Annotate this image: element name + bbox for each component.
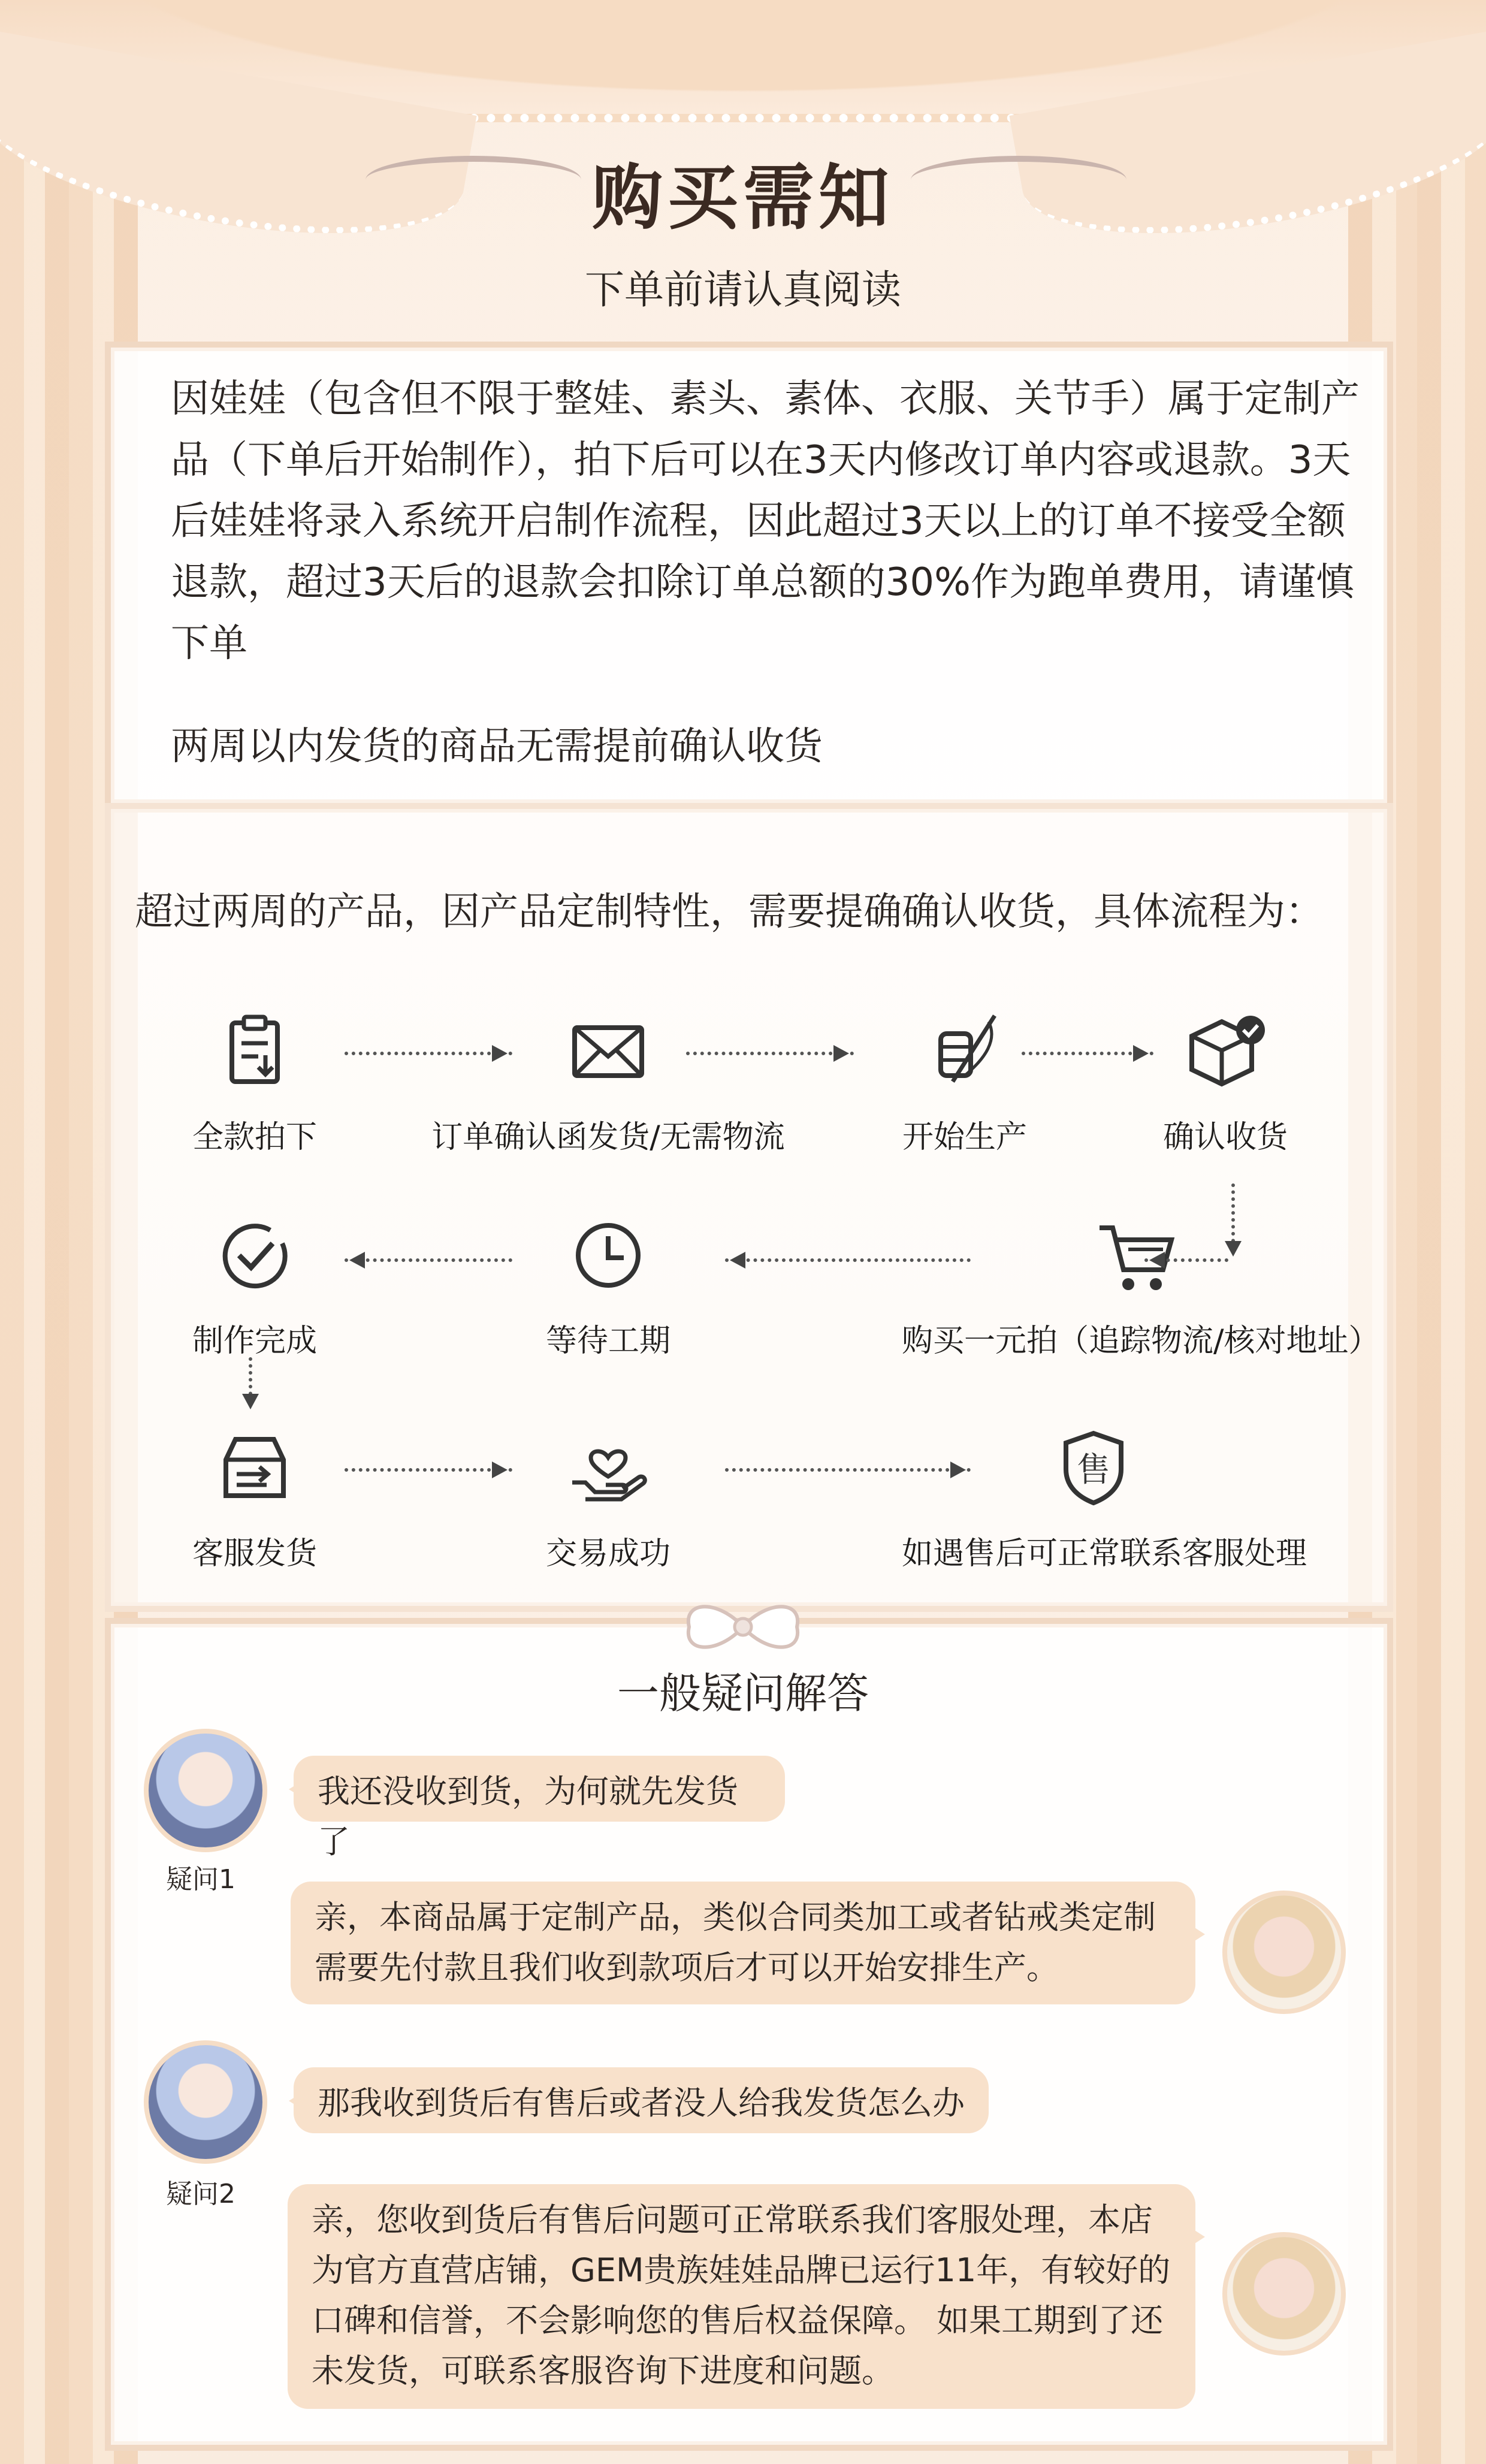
shield-sale-icon xyxy=(1052,1426,1135,1510)
step-order-confirm xyxy=(428,1010,788,1156)
asker-label: 疑问1 xyxy=(166,1864,235,1895)
step-confirm-receipt xyxy=(1046,1010,1405,1156)
question-bubble: 那我收到货后有售后或者没人给我发货怎么办 xyxy=(294,2067,989,2133)
question-bubble: 我还没收到货，为何就先发货了 xyxy=(294,1756,785,1822)
answerer-avatar xyxy=(1222,2232,1346,2356)
answerer-avatar xyxy=(1222,1891,1346,2014)
asker-label: 疑问2 xyxy=(166,2179,235,2209)
bow-decoration xyxy=(647,1594,839,1660)
cart-icon xyxy=(1094,1213,1177,1297)
clipboard-icon xyxy=(213,1010,297,1094)
flow-arrow-down xyxy=(249,1357,252,1402)
box-check-icon xyxy=(1183,1010,1267,1094)
step-full-payment xyxy=(75,1010,434,1156)
step-label: 开始生产 xyxy=(902,1119,1027,1155)
step-label: 制作完成 xyxy=(192,1323,317,1359)
step-after-sales xyxy=(902,1426,1307,1573)
page-subtitle: 下单前请认真阅读 xyxy=(585,267,901,313)
flow-arrow xyxy=(1144,1258,1228,1262)
step-wait-period xyxy=(428,1213,788,1360)
step-label: 客服发货 xyxy=(192,1536,317,1572)
notice-paragraph-2: 两周以内发货的商品无需提前确认收货 xyxy=(171,724,823,769)
step-label: 订单确认函发货/无需物流 xyxy=(431,1119,785,1155)
step-label: 如遇售后可正常联系客服处理 xyxy=(902,1536,1307,1572)
flow-intro: 超过两周的产品，因产品定制特性，需要提确确认收货，具体流程为： xyxy=(135,890,1324,934)
sewing-icon xyxy=(923,1010,1007,1094)
step-one-yuan-order xyxy=(902,1213,1380,1360)
asker-avatar xyxy=(144,2040,267,2164)
ship-box-icon xyxy=(213,1426,297,1510)
step-label: 全款拍下 xyxy=(192,1119,317,1155)
shield-char: 售 xyxy=(1077,1451,1110,1490)
step-production-done xyxy=(75,1213,434,1360)
check-circle-icon xyxy=(213,1213,297,1297)
faq-title: 一般疑问解答 xyxy=(617,1669,869,1718)
page-title: 购买需知 xyxy=(591,156,894,239)
step-transaction-success xyxy=(428,1426,788,1573)
answer-bubble: 亲，本商品属于定制产品，类似合同类加工或者钻戒类定制需要先付款且我们收到款项后才可以开始安排生产。 xyxy=(291,1882,1195,2004)
answer-bubble: 亲，您收到货后有售后问题可正常联系我们客服处理，本店为官方直营店铺，GEM贵族娃娃品牌已运行11年，有较好的口碑和信誉，不会影响您的售后权益保障。 如果工期到了还未发货，可联系客服咨询下进度和问题。 xyxy=(288,2184,1195,2409)
hand-heart-icon xyxy=(566,1426,650,1510)
step-label: 购买一元拍（追踪物流/核对地址） xyxy=(902,1323,1380,1359)
envelope-icon xyxy=(566,1010,650,1094)
asker-avatar xyxy=(144,1729,267,1852)
step-ship xyxy=(75,1426,434,1573)
notice-paragraph-1: 因娃娃（包含但不限于整娃、素头、素体、衣服、关节手）属于定制产品（下单后开始制作），拍下后可以在3天内修改订单内容或退款。3天后娃娃将录入系统开启制作流程，因此超过3天以上的订单不接受全额退款，超过3天后的退款会扣除订单总额的30%作为跑单费用，请谨慎下单 xyxy=(171,377,1360,666)
step-label: 等待工期 xyxy=(545,1323,670,1359)
clock-icon xyxy=(566,1213,650,1297)
step-label: 确认收货 xyxy=(1162,1119,1288,1155)
step-label: 交易成功 xyxy=(545,1536,670,1572)
